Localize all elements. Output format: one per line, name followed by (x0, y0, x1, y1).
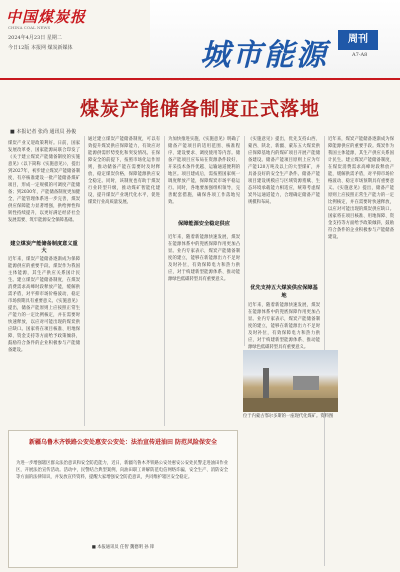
article-subhead-3: 优先支持五大煤炭供应保障基地 (250, 285, 318, 299)
header-rule (0, 78, 400, 80)
article-col-6b: 近年来，随着新能源快速发展，煤炭在能源体系中的兜底保障作用更加凸显。业内专家表示，煤炭产能储备制度的建立，能够在新能源出力不足时及时补位，有效保障电力和热力供应，对于构建新型能源体系、推动能源绿色低碳转型具有重要意义。 (248, 303, 320, 350)
article-col-3: 通过建立煤炭产能储备制度，可以有效提升煤炭供应保障能力，有效应对能源供需形势变化和突发情况。在保障安全的前提下，按照市场化运作原则，推动储备产能在需要时及时释放，稳定煤炭价格，保障能源供应安全稳定。同时，该制度也有助于煤炭行业转型升级，推动煤矿智能化建设，提升煤炭产业现代化水平，促进煤炭行业高质量发展。 (88, 137, 160, 205)
masthead-tagline: CHINA COAL NEWS (8, 25, 51, 30)
column-divider (244, 136, 245, 346)
news-photo-coal-mine (243, 350, 338, 412)
channels-line: 今日12版 本报网 煤炭新媒体 (8, 45, 73, 51)
article-subhead-2: 保障能源安全稳定供应 (178, 221, 230, 227)
section-title: 城市能源 (200, 38, 328, 73)
mine-building-icon (293, 376, 319, 390)
article-col-1: 煤炭产业又迎政策利好。日前，国家发展改革委、国家能源局联合印发了《关于建立煤炭产能储备制度的实施意见》（以下简称《实施意见》），提出到2027年，初步建立煤炭产能储备制度，有序核准建设一批产能储备煤矿项目，形成一定规模的可调度产能储备；到2030年，产能储备制度更加健全，产能管理体系进一步完善，煤炭供应保障能力显著增强，供给弹性和韧性持续提升，以更好满足经济社会发展需要、筑牢能源安全保障基础。 (8, 141, 80, 223)
article-col-4a: 为加快推进实施，《实施意见》明确了储备产能项目的适用范围、核准程序、建设要求、调度使用等内容。储备产能项目应布局在资源条件较好、开采技术条件优越、运输通道便利的地区。项目建成后，需按照国家统一调度释放产能，保障煤炭市场平稳运行。同时，各地要加强组织领导，完善配套措施，确保各项工作落地见效。 (168, 137, 240, 205)
photo-caption: 位于内蒙古鄂尔多斯的一座现代化煤矿。资料图 (243, 414, 334, 419)
article-col-6a: 《实施意见》提出，优先支持山西、蒙西、陕北、新疆、蒙东五大煤炭供应保障基地内的煤矿项目开展产能储备建设。储备产能项目原则上应为年产能120万吨及以上的大型煤矿，并具备良好的安全生产条件。储备产能项目建设规模应与区域资源禀赋、生态环境承载能力相适应，统筹考虑煤炭外运通道能力，合理确定储备产能规模和布局。 (248, 137, 320, 205)
weekly-badge: 周刊 (338, 30, 378, 50)
news-box-title: 新疆乌鲁木齐铁路公安处惠安公安处：法治宣传进油田 防范风险保安全 (28, 439, 218, 446)
masthead-logo: 中国煤炭报 (6, 8, 87, 26)
headframe-tower-icon (263, 368, 269, 398)
column-divider (84, 136, 85, 426)
article-col-2: 近年来，煤炭产能储备逐渐成为保障能源供应的重要手段。煤炭作为我国主体能源，其生产供应关系国计民生。建立煤炭产能储备制度，在煤炭消费需求高峰时段释放产能，缓解供需矛盾，对平抑市场价格波动、稳定市场预期具有重要意义。《实施意见》提出，储备产能原则上应按照正常生产能力的一定比例核定，并在需要时快速释放，以应对可能出现的煤炭供应缺口。国家将在项目核准、用地保障、资金支持等方面给予政策倾斜，鼓励符合条件的企业积极参与产能储备建设。 (8, 257, 80, 353)
article-subhead-1: 建立煤炭产能储备制度意义重大 (10, 241, 78, 254)
news-box-text: 为进一步增强辖区群众法治意识和安全防范能力，近日，新疆乌鲁木齐铁路公安处惠安公安处民警走进油田作业区，开展法治宣传活动。活动中，民警结合典型案例，向油田职工讲解防范电信网络诈骗、安全生产、消防安全等方面的法律知识，并发放宣传资料，提醒大家增强安全防范意识，共同维护辖区安全稳定。 (16, 461, 228, 480)
article-col-7: 近年来，煤炭产能储备逐渐成为保障能源供应的重要手段。煤炭作为我国主体能源，其生产供应关系国计民生。建立煤炭产能储备制度，在煤炭消费需求高峰时段释放产能，缓解供需矛盾，对平抑市场价格波动、稳定市场预期具有重要意义。《实施意见》提出，储备产能原则上应按照正常生产能力的一定比例核定，并在需要时快速释放，以应对可能出现的煤炭供应缺口。国家将在项目核准、用地保障、资金支持等方面给予政策倾斜，鼓励符合条件的企业积极参与产能储备建设。 (328, 137, 394, 240)
header (0, 0, 400, 86)
article-col-5: 近年来，随着新能源快速发展，煤炭在能源体系中的兜底保障作用更加凸显。业内专家表示，煤炭产能储备制度的建立，能够在新能源出力不足时及时补位，有效保障电力和热力供应，对于构建新型能源体系、推动能源绿色低碳转型具有重要意义。 (168, 235, 240, 282)
coal-pile-icon (243, 398, 338, 412)
article-headline: 煤炭产能储备制度正式落地 (80, 98, 321, 120)
date-line: 2024年4月23日 星期二 (8, 35, 62, 41)
news-box-signature: ■ 本报通讯员 任智 魏德明 孙 锋 (91, 545, 155, 550)
page-number: A7-A8 (352, 52, 368, 58)
article-byline: ■ 本报记者 张尚 通讯员 孙俊 (10, 129, 77, 135)
column-divider (164, 136, 165, 426)
